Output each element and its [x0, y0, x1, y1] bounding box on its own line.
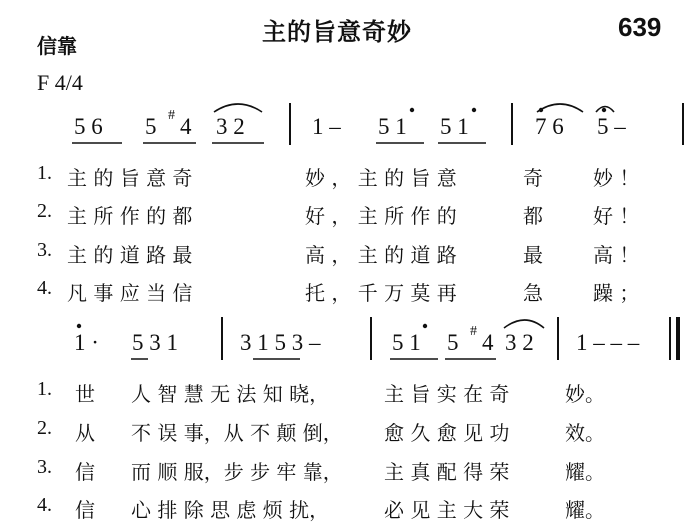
notes-s1-b: 5: [145, 114, 157, 139]
hymn-number: 639: [618, 12, 662, 42]
lyric-segment: 高 ， 主 的 道 路: [305, 243, 457, 267]
notes-s1-e: 1 –: [312, 114, 341, 139]
notes-s1-h: 7 6: [535, 114, 564, 139]
sharp-sign-s1: #: [168, 108, 175, 123]
hymn-title: 主的旨意奇妙: [262, 18, 412, 46]
notes-s2-c: 3 1 5 3 –: [240, 330, 321, 355]
lyric-segment: 心 排 除 思 虑 烦 扰，: [131, 498, 330, 522]
octave-dot: [602, 108, 606, 112]
notes-s2-e: 5: [447, 330, 459, 355]
lyric-segment: 主 的 旨 意 奇: [67, 166, 193, 190]
lyric-segment: 主 的 道 路 最: [67, 243, 193, 267]
lyric-segment: 高 ！: [593, 243, 640, 267]
notes-s1-i: 5 –: [597, 114, 626, 139]
notes-s1-a: 5 6: [74, 114, 103, 139]
notes-s2-a: 1 ·: [74, 330, 99, 355]
lyric-segment: 最: [523, 243, 543, 267]
lyric-segment: 好 ， 主 所 作 的: [305, 204, 457, 228]
notes-s2-b: 5 3 1: [132, 330, 178, 355]
key-signature: F 4/4: [37, 70, 83, 95]
verse-number: 3.: [37, 239, 52, 261]
notes-s2-g: 3 2: [505, 330, 534, 355]
lyric-segment: 世: [75, 382, 95, 406]
lyric-segment: 主 所 作 的 都: [67, 204, 193, 228]
slur: [214, 104, 262, 112]
lyric-segment: 人 智 慧 无 法 知 晓，: [131, 382, 330, 406]
lyric-segment: 奇: [523, 166, 543, 190]
lyric-segment: 主 真 配 得 荣: [384, 460, 510, 484]
lyric-segment: 凡 事 应 当 信: [67, 281, 193, 305]
lyric-segment: 耀。: [565, 460, 605, 484]
notes-s2-d: 5 1: [392, 330, 421, 355]
verse-number: 3.: [37, 456, 52, 478]
verse-number: 2.: [37, 200, 52, 222]
lyric-segment: 躁 ；: [593, 281, 640, 305]
octave-dot: [410, 108, 414, 112]
lyric-segment: 不 误 事，从 不 颠 倒，: [131, 421, 343, 445]
verse-number: 2.: [37, 417, 52, 439]
lyric-segment: 必 见 主 大 荣: [384, 498, 510, 522]
octave-dot: [77, 324, 81, 328]
octave-dot: [423, 324, 427, 328]
verse-number: 1.: [37, 162, 52, 184]
lyric-segment: 信: [75, 460, 95, 484]
notes-s1-c: 4: [180, 114, 192, 139]
lyric-segment: 妙。: [565, 382, 605, 406]
lyric-segment: 都: [523, 204, 543, 228]
category-label: 信靠: [37, 34, 77, 58]
notes-s2-h: 1 – – –: [576, 330, 640, 355]
slur: [504, 320, 544, 328]
slur: [537, 104, 583, 112]
lyric-segment: 妙 ， 主 的 旨 意: [305, 166, 457, 190]
notes-s1-d: 3 2: [216, 114, 245, 139]
lyric-segment: 主 旨 实 在 奇: [384, 382, 510, 406]
lyric-segment: 好 ！: [593, 204, 640, 228]
verse-number: 4.: [37, 277, 52, 299]
verse-number: 1.: [37, 378, 52, 400]
lyric-segment: 愈 久 愈 见 功: [384, 421, 510, 445]
notes-s2-f: 4: [482, 330, 494, 355]
lyric-segment: 信: [75, 498, 95, 522]
octave-dot: [472, 108, 476, 112]
lyric-segment: 而 顺 服，步 步 牢 靠，: [131, 460, 343, 484]
lyric-segment: 托 ， 千 万 莫 再: [305, 281, 457, 305]
lyric-segment: 急: [523, 281, 543, 305]
notes-s1-g: 5 1: [440, 114, 469, 139]
lyric-segment: 从: [75, 421, 95, 445]
sharp-sign-s2: #: [470, 324, 477, 339]
verse-number: 4.: [37, 494, 52, 516]
lyric-segment: 效。: [565, 421, 605, 445]
notes-s1-f: 5 1: [378, 114, 407, 139]
lyric-segment: 耀。: [565, 498, 605, 522]
lyric-segment: 妙 ！: [593, 166, 640, 190]
